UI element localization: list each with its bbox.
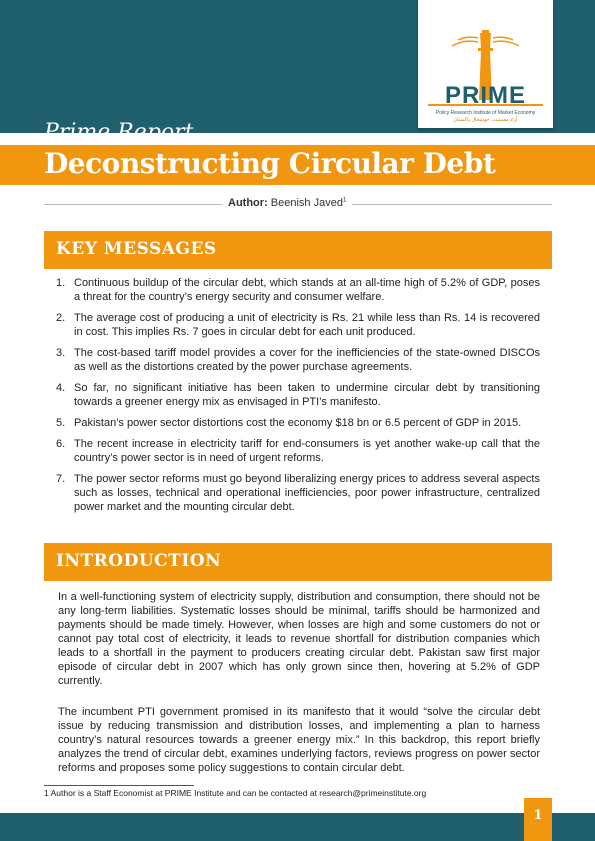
item-number: 4. — [56, 382, 66, 394]
item-text: The average cost of producing a unit of electricity is Rs. 21 while less than Rs. 14 is recovered in cost. This implies Rs. 7 goes in circular debt for each unit produced. — [74, 312, 540, 338]
footnote-divider — [44, 785, 194, 786]
list-item — [44, 437, 540, 465]
key-messages-header — [44, 231, 552, 269]
item-text: Continuous buildup of the circular debt, which stands at an all-time high of 5.2% of GDP, poses a threat for the country’s energy security and consumer welfare. — [74, 277, 540, 303]
list-item — [44, 381, 540, 409]
logo-wordmark: PRIME — [444, 82, 526, 109]
intro-paragraph: The incumbent PTI government promised in its manifesto that it would “solve the circular debt issue by reducing transmission and distribution losses, and implementing a plan to harness country’s natural resources towards a greener energy mix.” In this backdrop, this report briefly analyzes the trend of circular debt, examines underlying factors, reviews progress on power sector reforms and proposes some policy suggestions to contain circular debt. — [58, 706, 540, 774]
item-number: 1. — [56, 277, 66, 289]
item-text: The power sector reforms must go beyond liberalizing energy prices to address several aspects such as losses, technical and operational inefficiencies, poor power infrastructure, centralized power market and the mounting circular debt. — [74, 473, 540, 513]
item-number: 5. — [56, 417, 66, 429]
author-label: Author: — [228, 197, 268, 209]
list-item — [44, 311, 540, 339]
footnote: 1 Author is a Staff Economist at PRIME Institute and can be contacted at research@primeinstitute.org — [44, 788, 427, 798]
prime-logo — [418, 0, 553, 128]
logo-subtitle: Policy Research Institute of Market Economy — [435, 110, 536, 116]
item-text: The cost-based tariff model provides a cover for the inefficiencies of the state-owned DISCOs as well as the distortions created by the power purchase agreements. — [74, 347, 540, 373]
item-text: The recent increase in electricity tariff for end-consumers is yet another wake-up call that the country’s power sector is in need of urgent reforms. — [74, 438, 540, 464]
list-item — [44, 346, 540, 374]
introduction-heading: INTRODUCTION — [56, 551, 222, 571]
key-messages-list — [44, 276, 540, 521]
list-item — [44, 416, 540, 430]
item-number: 2. — [56, 312, 66, 324]
item-number: 6. — [56, 438, 66, 450]
page-number-box — [524, 798, 552, 841]
item-number: 7. — [56, 473, 66, 485]
author-footnote-mark: 1 — [342, 197, 347, 204]
key-messages-heading: KEY MESSAGES — [56, 239, 217, 259]
page-number: 1 — [533, 808, 543, 823]
logo-tagline: آزاد معیشت، خوشحال پاکستان — [453, 117, 518, 123]
item-text: So far, no significant initiative has been taken to undermine circular debt by transitioning towards a greener energy mix as envisaged in PTI’s manifesto. — [74, 382, 540, 408]
list-item — [44, 276, 540, 304]
page-title: Deconstructing Circular Debt — [44, 147, 496, 180]
author-line — [222, 197, 352, 209]
report-label: Prime Report — [44, 120, 194, 145]
footer-band — [0, 813, 595, 841]
list-item — [44, 472, 540, 514]
item-text: Pakistan’s power sector distortions cost the economy $18 bn or 6.5 percent of GDP in 2015. — [74, 417, 522, 429]
item-number: 3. — [56, 347, 66, 359]
intro-paragraph: In a well-functioning system of electricity supply, distribution and consumption, there should not be any long-term liabilities. Systematic losses should be minimal, tariffs should be harmonized and payments should be made timely. However, when losses are high and some customers do not or cannot pay total cost of electricity, it leads to revenue shortfall for distribution companies which leads to a shortfall in the payment to producers creating circular debt. Pakistan saw first major episode of circular debt in 2007 which has only grown since then, hovering at 5.2% of GDP currently. — [58, 591, 540, 687]
introduction-header — [44, 543, 552, 581]
author-name: Beenish Javed — [270, 197, 343, 209]
